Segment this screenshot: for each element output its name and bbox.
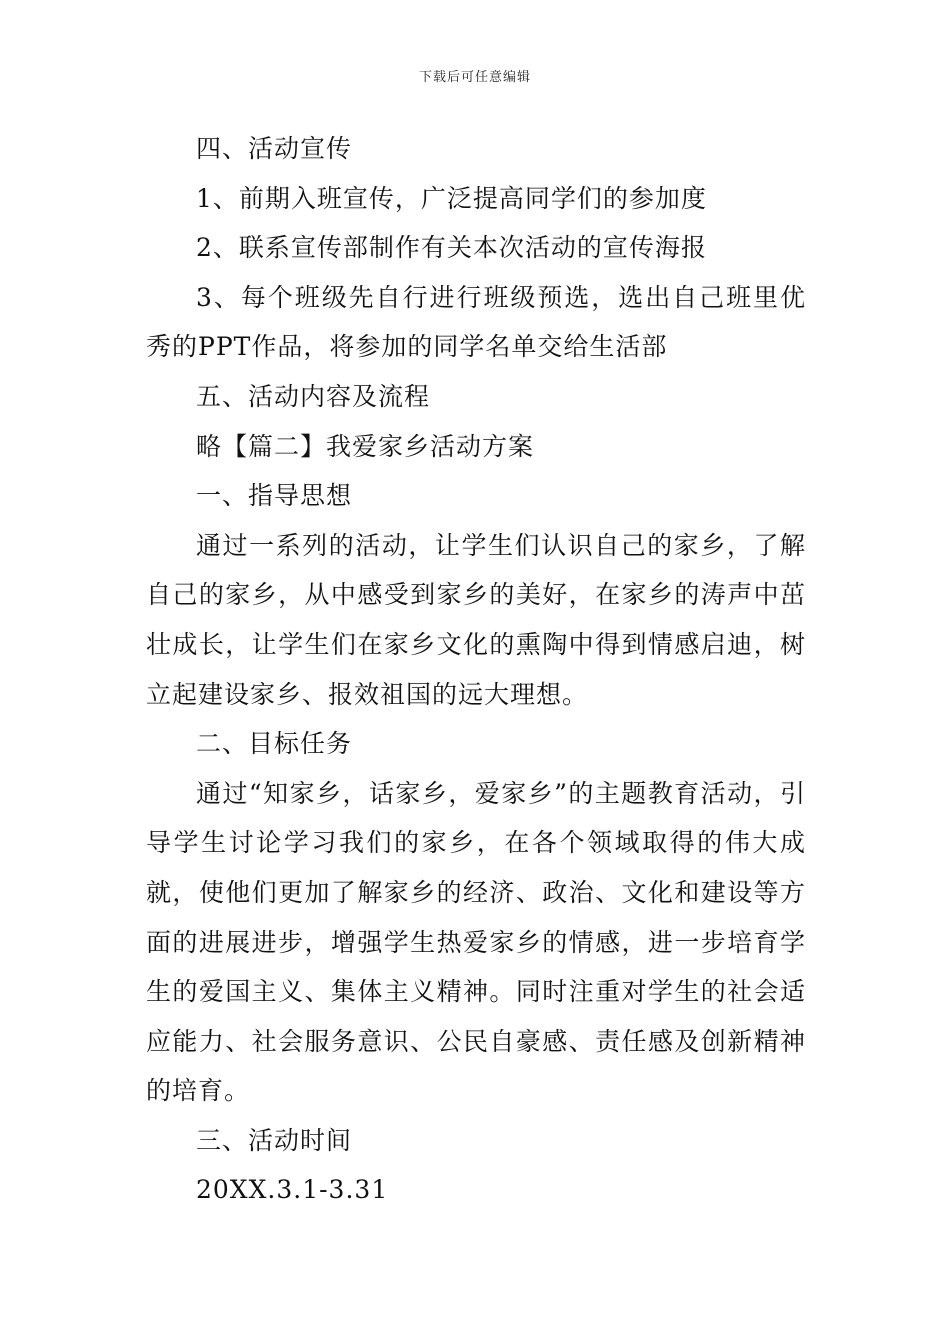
activity-date: 20XX.3.1-3.31 <box>196 1175 389 1205</box>
header-note: 下载后可任意编辑 <box>418 70 531 85</box>
paragraph-goals: 通过“知家乡，话家乡，爱家乡”的主题教育活动，引导学生讨论学习我们的家乡，在各个领域取得的伟大成就，使他们更加了解家乡的经济、政治、文化和建设等方面的进展进步，增强学生热爱家乡的情感，进一步培育学生的爱国主义、集体主义精神。同时注重对学生的社会适应能力、社会服务意识、公民自豪感、责任感及创新精神的培育。 <box>146 778 806 1106</box>
section-heading-content: 五、活动内容及流程 <box>196 381 431 411</box>
list-item-3: 3、每个班级先自行进行班级预选，选出自己班里优秀的PPT作品，将参加的同学名单交给生活部 <box>146 282 806 362</box>
list-item-2: 2、联系宣传部制作有关本次活动的宣传海报 <box>196 233 707 263</box>
chapter-title: 略【篇二】我爱家乡活动方案 <box>196 431 535 461</box>
list-item-1: 1、前期入班宣传，广泛提高同学们的参加度 <box>196 183 707 213</box>
section-heading-publicity: 四、活动宣传 <box>196 134 353 163</box>
paragraph-guiding: 通过一系列的活动，让学生们认识自己的家乡，了解自己的家乡，从中感受到家乡的美好，在家乡的涛声中茁壮成长，让学生们在家乡文化的熏陶中得到情感启迪，树立起建设家乡、报效祖国的远大理想。 <box>146 530 806 709</box>
section-heading-time: 三、活动时间 <box>196 1125 353 1155</box>
document-body <box>146 124 806 1215</box>
section-heading-goals: 二、目标任务 <box>196 729 353 759</box>
section-heading-guiding: 一、指导思想 <box>196 481 353 511</box>
